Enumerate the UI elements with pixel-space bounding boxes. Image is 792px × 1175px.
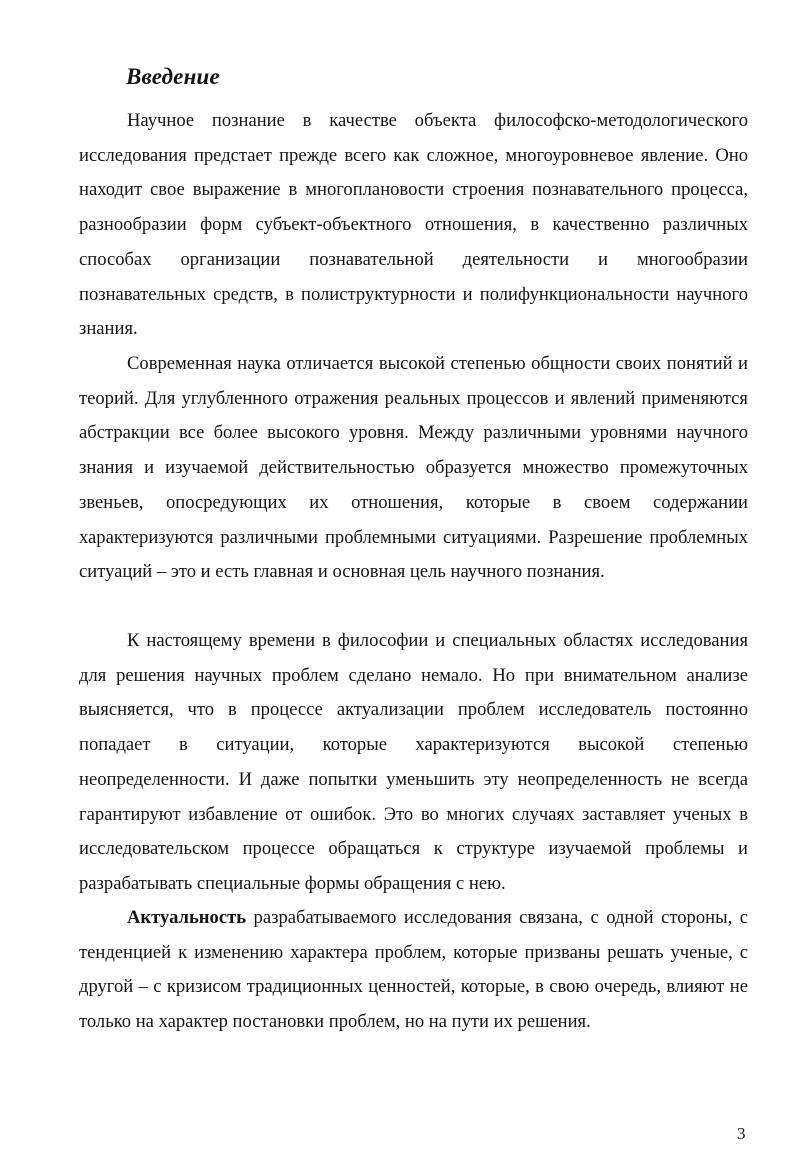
paragraph-4-body: разрабатываемого исследования связана, с одной стороны, с тенденцией к изменению характера проблем, которые призваны решать ученые, с другой – с кризисом традиционных ценностей, которые, в свою очередь, влияют не только на характер постановки проблем, но на пути их решения.: [79, 907, 748, 1033]
paragraph-4: [79, 901, 748, 1040]
paragraph-2: Современная наука отличается высокой степенью общности своих понятий и теорий. Для углубленного отражения реальных процессов и явлений применяются абстракции все более высокого уровня. Между различными уровнями научного знания и изучаемой действительностью образуется множество промежуточных звеньев, опосредующих их отношения, которые в своем содержании характеризуются различными проблемными ситуациями. Разрешение проблемных ситуаций – это и есть главная и основная цель научного познания.: [79, 353, 748, 583]
paragraph-1: Научное познание в качестве объекта философско-методологического исследования предстает прежде всего как сложное, многоуровневое явление. Оно находит свое выражение в многоплановости строения познавательного процесса, разнообразии форм субъект-объектного отношения, в качественно различных способах организации познавательной деятельности и многообразии познавательных средств, в полиструктурности и полифункциональности научного знания.: [79, 110, 748, 340]
paragraph-3: К настоящему времени в философии и специальных областях исследования для решения научных проблем сделано немало. Но при внимательном анализе выясняется, что в процессе актуализации проблем исследователь постоянно попадает в ситуации, которые характеризуются высокой степенью неопределенности. И даже попытки уменьшить эту неопределенность не всегда гарантируют избавление от ошибок. Это во многих случаях заставляет ученых в исследовательском процессе обращаться к структуре изучаемой проблемы и разрабатывать специальные формы обращения с нею.: [79, 630, 748, 894]
section-heading: Введение: [126, 64, 220, 89]
paragraph-4-lead-term: Актуальность: [127, 907, 247, 928]
page-number: 3: [737, 1124, 746, 1143]
